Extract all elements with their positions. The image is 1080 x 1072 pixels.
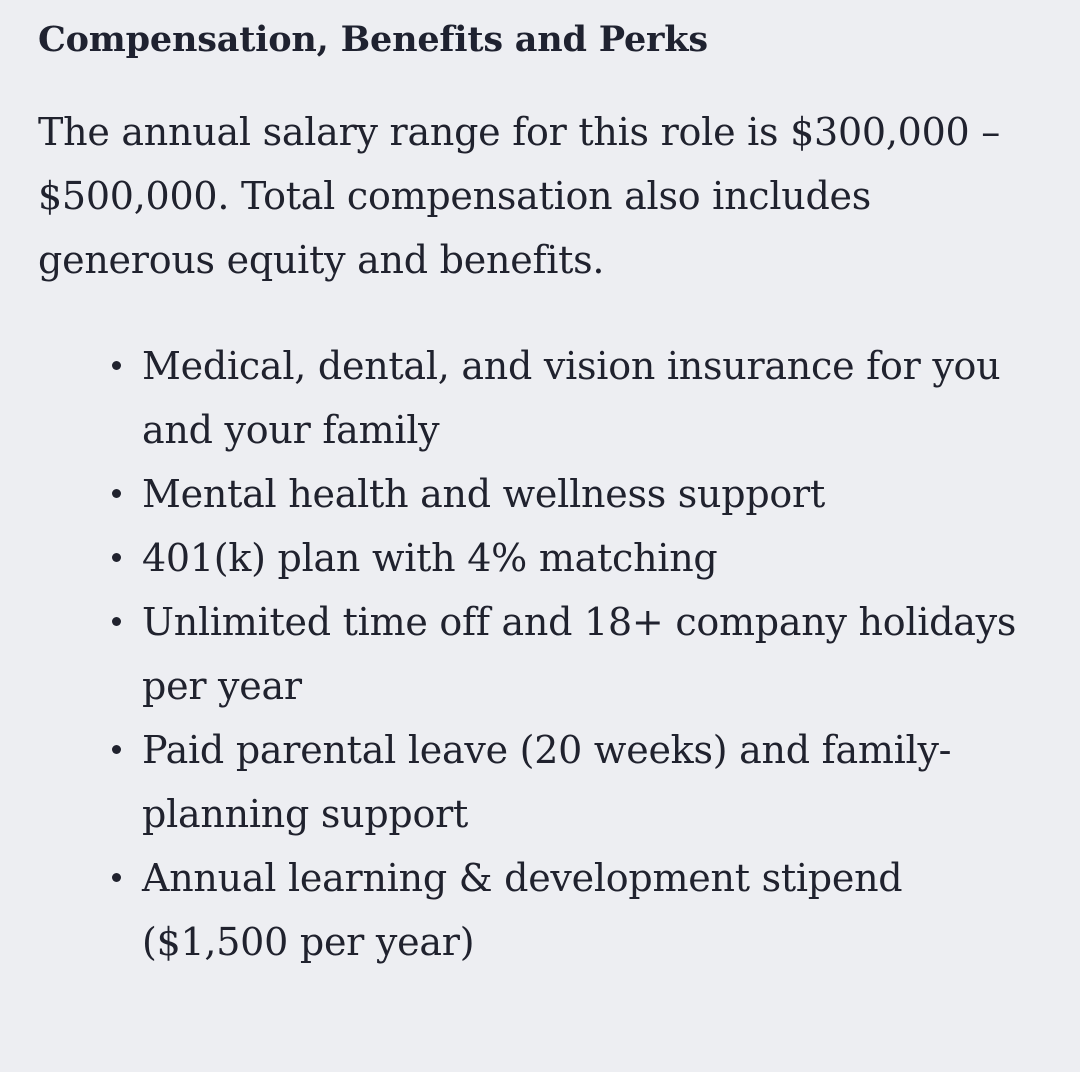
- list-item: [142, 846, 1042, 974]
- bullet-dot-icon: [112, 617, 121, 626]
- bullet-dot-icon: [112, 745, 121, 754]
- benefit-text: Paid parental leave (20 weeks) and family-planning support: [142, 728, 952, 836]
- bullet-dot-icon: [112, 553, 121, 562]
- salary-range-paragraph: The annual salary range for this role is $300,000 – $500,000. Total compensation also includes generous equity and benefits.: [38, 110, 1001, 282]
- section-title: Compensation, Benefits and Perks: [38, 19, 708, 60]
- bullet-dot-icon: [112, 873, 121, 882]
- list-item: [142, 526, 1042, 590]
- benefit-text: 401(k) plan with 4% matching: [142, 536, 718, 580]
- bullet-dot-icon: [112, 361, 121, 370]
- benefit-text: Annual learning & development stipend ($1,500 per year): [142, 856, 903, 964]
- benefit-text: Unlimited time off and 18+ company holidays per year: [142, 600, 1017, 708]
- bullet-dot-icon: [112, 489, 121, 498]
- benefit-text: Mental health and wellness support: [142, 472, 825, 516]
- list-item: [142, 718, 1042, 846]
- list-item: [142, 590, 1042, 718]
- list-item: [142, 334, 1042, 462]
- list-item: [142, 462, 1042, 526]
- benefits-list: [38, 334, 1042, 974]
- benefit-text: Medical, dental, and vision insurance for you and your family: [142, 344, 1001, 452]
